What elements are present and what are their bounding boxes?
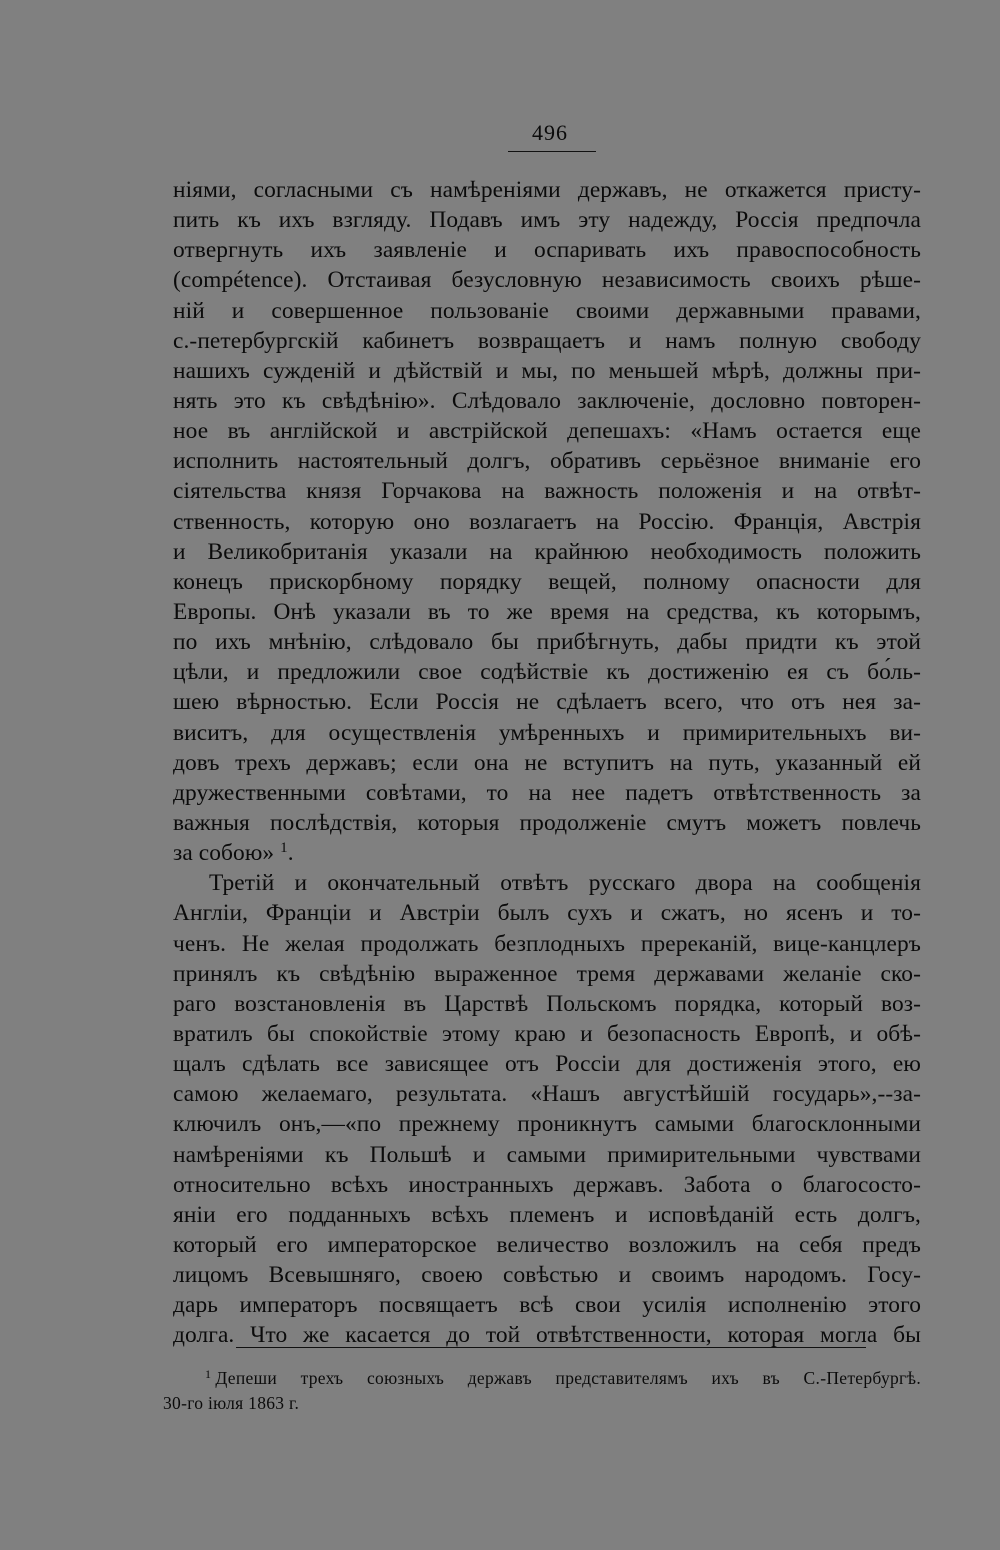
text-line: по ихъ мнѣнію, слѣдовало бы прибѣгнуть, дабы придти къ этой: [173, 629, 921, 656]
paragraph-1: [173, 175, 921, 868]
text-line: самою желаемаго, результата. «Нашъ августѣйшій государь»,--за-: [173, 1081, 921, 1108]
text-line: конецъ прискорбному порядку вещей, полному опасности для: [173, 568, 921, 595]
paragraph-2: [173, 868, 921, 1350]
text-line: пить къ ихъ взгляду. Подавъ имъ эту надежду, Россія предпочла: [173, 207, 921, 234]
text-line: ній и совершенное пользованіе своими державными правами,: [173, 297, 921, 324]
text-line: Англіи, Франціи и Австріи былъ сухъ и сжатъ, но ясенъ и то-: [173, 900, 921, 927]
text-line: ственность, которую оно возлагаетъ на Россію. Франція, Австрія: [173, 508, 921, 535]
footnote: [163, 1366, 921, 1416]
page-number-underline: [508, 151, 596, 152]
footnote-text: Депеши трехъ союзныхъ державъ представителямъ ихъ въ С.-Петербургѣ.: [215, 1368, 921, 1388]
text-line: щалъ сдѣлать все зависящее отъ Россіи для достиженія этого, ею: [173, 1051, 921, 1078]
page-number: 496: [532, 120, 568, 145]
text-line: и Великобританія указали на крайнюю необходимость положить: [173, 538, 921, 565]
text-line: с.-петербургскій кабинетъ возвращаетъ и намъ полную свободу: [173, 327, 921, 354]
text-line: цѣли, и предложили свое содѣйствіе къ достиженію ея съ бо́ль-: [173, 659, 921, 686]
text-line: вратилъ бы спокойствіе этому краю и безопасность Европѣ, и обѣ-: [173, 1020, 921, 1047]
text-line: (compétence). Отстаивая безусловную независимость своихъ рѣше-: [173, 267, 921, 294]
text-line-last: [173, 838, 921, 868]
text-line: нять это къ свѣдѣнію». Слѣдовало заключеніе, дословно повторен-: [173, 387, 921, 414]
text-line: ченъ. Не желая продолжать безплодныхъ пререканій, вице-канцлеръ: [173, 930, 921, 957]
text-line: Третій и окончательный отвѣтъ русскаго двора на сообщенія: [209, 870, 921, 897]
text-line: шею вѣрностью. Если Россія не сдѣлаетъ всего, что отъ нея за-: [173, 689, 921, 716]
footnote-line: 30-го іюля 1863 г.: [163, 1393, 300, 1413]
text-line: дружественными совѣтами, то на нее падетъ отвѣтственность за: [173, 779, 921, 806]
text-line: довъ трехъ державъ; если она не вступитъ на путь, указанный ей: [173, 749, 921, 776]
text-line: нашихъ сужденій и дѣйствій и мы, по меньшей мѣрѣ, должны при-: [173, 357, 921, 384]
text-line: долга. Что же касается до той отвѣтственности, которая могла бы: [173, 1322, 921, 1349]
text-line: ключилъ онъ,—«по прежнему проникнутъ самыми благосклонными: [173, 1111, 921, 1138]
text-line: исполнить настоятельный долгъ, обративъ серьёзное вниманіе его: [173, 448, 921, 475]
text-line: лицомъ Всевышняго, своею совѣстью и своимъ народомъ. Госу-: [173, 1262, 921, 1289]
footnote-mark: 1: [205, 1367, 212, 1381]
text-line-content: за собою»: [173, 840, 275, 867]
text-line: сіятельства князя Горчакова на важность положенія и на отвѣт-: [173, 478, 921, 505]
line-end-punctuation: .: [287, 840, 294, 867]
text-line: который его императорское величество возложилъ на себя предъ: [173, 1231, 921, 1258]
text-line: относительно всѣхъ иностранныхъ державъ. Забота о благососто-: [173, 1171, 921, 1198]
text-line: намѣреніями къ Польшѣ и самыми примирительными чувствами: [173, 1141, 921, 1168]
text-line: дарь императоръ посвящаетъ всѣ свои усилія исполненію этого: [173, 1292, 921, 1319]
text-line: важныя послѣдствія, которыя продолженіе смутъ можетъ повлечь: [173, 809, 921, 836]
text-line: раго возстановленія въ Царствѣ Польскомъ порядка, который воз-: [173, 990, 921, 1017]
text-line: яніи его подданныхъ всѣхъ племенъ и исповѣданій есть долгъ,: [173, 1201, 921, 1228]
footnote-reference[interactable]: 1: [280, 840, 288, 857]
footnote-separator: [236, 1347, 866, 1348]
footnote-line: [163, 1366, 921, 1391]
text-line: виситъ, для осуществленія умѣренныхъ и примирительныхъ ви-: [173, 719, 921, 746]
body-text: [173, 175, 921, 1350]
text-line: отвергнуть ихъ заявленіе и оспаривать ихъ правоспособность: [173, 237, 921, 264]
text-line: Европы. Онѣ указали въ то же время на средства, къ которымъ,: [173, 598, 921, 625]
text-line: принялъ къ свѣдѣнію выраженное тремя державами желаніе ско-: [173, 960, 921, 987]
text-line: ніями, согласными съ намѣреніями державъ, не откажется присту-: [173, 177, 921, 203]
text-line: ное въ англійской и австрійской депешахъ: «Намъ остается еще: [173, 418, 921, 445]
